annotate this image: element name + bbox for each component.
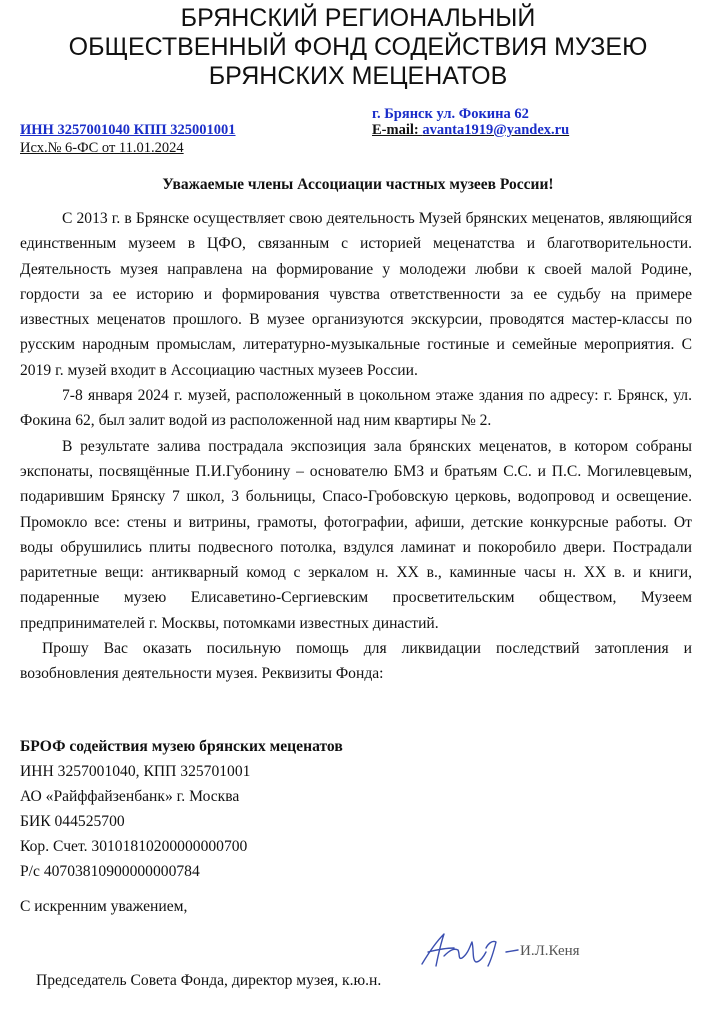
letter-body (20, 206, 692, 687)
email-link[interactable]: avanta1919@yandex.ru (422, 122, 570, 138)
paragraph-3: В результате залива пострадала экспозиция зала брянских меценатов, в котором собраны экспонаты, посвящённые П.И.Губонину – основателю БМЗ и братьям С.С. и П.С. Могилевцевым, подарившим Брянску 7 школ, 3 больницы, Спасо-Гробовскую церковь, водопровод и освещение. Промокло все: стены и витрины, грамоты, фотографии, афиши, детские конкурсные работы. От воды обрушились плиты подвесного потолка, вздулся ламинат и покоробило двери. Пострадали раритетные вещи: антикварный комод с зеркалом н. XX в., каминные часы н. XX в. и книги, подаренные музею Елисаветино-Сергиевским просветительским обществом, Музеем предпринимателей г. Москвы, потомками известных династий. (20, 437, 692, 632)
paragraph-2: 7-8 января 2024 г. музей, расположенный в цокольном этаже здания по адресу: г. Брянск, ул. Фокина 62, был залит водой из расположенной над ним квартиры № 2. (20, 387, 692, 430)
paragraph-4: Прошу Вас оказать посильную помощь для ликвидации последствий затопления и возобновления деятельности музея. Реквизиты Фонда: (20, 640, 692, 683)
email-label: E-mail: (372, 122, 423, 138)
bank-requisites (20, 734, 343, 884)
greeting: Уважаемые члены Ассоциации частных музеев России! (162, 176, 554, 193)
requisites-line: АО «Райффайзенбанк» г. Москва (20, 788, 240, 805)
signatory-name: И.Л.Кеня (520, 943, 580, 959)
title-line-3: БРЯНСКИХ МЕЦЕНАТОВ (208, 62, 508, 90)
requisites-line: ИНН 3257001040, КПП 325701001 (20, 763, 251, 780)
requisites-title: БРОФ содействия музею брянских меценатов (20, 738, 343, 755)
closing: С искренним уважением, (20, 898, 188, 915)
outgoing-reference: Исх.№ 6-ФС от 11.01.2024 (20, 140, 184, 156)
requisites-line: Р/с 40703810900000000784 (20, 863, 200, 880)
title-line-1: БРЯНСКИЙ РЕГИОНАЛЬНЫЙ (180, 4, 536, 32)
handwritten-signature (414, 926, 524, 976)
email-line (372, 122, 569, 139)
address: г. Брянск ул. Фокина 62 (372, 106, 529, 122)
signatory-title: Председатель Совета Фонда, директор музея, к.ю.н. (36, 972, 382, 989)
paragraph-1: С 2013 г. в Брянске осуществляет свою деятельность Музей брянских меценатов, являющийся единственным музеем в ЦФО, связанным с историей меценатства и благотворительности. Деятельность музея направлена на формирование у молодежи любви к своей малой Родине, гордости за ее историю и формирования чувства ответственности за ее судьбу на примере известных меценатов прошлого. В музее организуются экскурсии, проводятся мастер-классы по русским народным промыслам, литературно-музыкальные гостиные и семейные мероприятия. С 2019 г. музей входит в Ассоциацию частных музеев России. (20, 210, 692, 379)
requisites-line: БИК 044525700 (20, 813, 125, 830)
title-line-2: ОБЩЕСТВЕННЫЙ ФОНД СОДЕЙСТВИЯ МУЗЕЮ (68, 33, 648, 61)
organization-title (0, 4, 716, 91)
requisites-line: Кор. Счет. 30101810200000000700 (20, 838, 248, 855)
inn-kpp: ИНН 3257001040 КПП 325001001 (20, 122, 236, 138)
